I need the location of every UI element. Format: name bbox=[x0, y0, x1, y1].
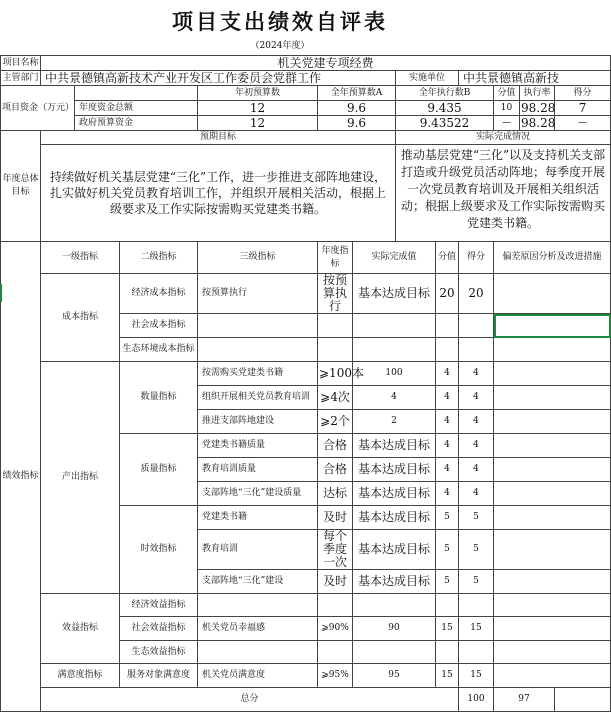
total-points[interactable]: 7 bbox=[555, 101, 611, 116]
qty-points[interactable]: 4 bbox=[459, 362, 494, 386]
time-actual[interactable]: 基本达成目标 bbox=[353, 506, 436, 530]
total-label: 总分 bbox=[41, 688, 459, 712]
dept-value[interactable]: 中共景德镇高新技术产业开发区工作委员会党群工作 bbox=[41, 71, 396, 86]
perf-h6: 分值 bbox=[436, 242, 459, 274]
qual-score[interactable]: 4 bbox=[436, 458, 459, 482]
qty-score[interactable]: 4 bbox=[436, 386, 459, 410]
time-item[interactable]: 党建类书籍 bbox=[198, 506, 318, 530]
qual-item[interactable]: 支部阵地“三化”建设质量 bbox=[198, 482, 318, 506]
unit-value[interactable]: 中共景德镇高新技 bbox=[459, 71, 611, 86]
benefit-social-points[interactable]: 15 bbox=[459, 617, 494, 641]
qty-actual[interactable]: 2 bbox=[353, 410, 436, 434]
time-points[interactable]: 5 bbox=[459, 570, 494, 594]
qual-target[interactable]: 合格 bbox=[318, 434, 353, 458]
benefit-indicator: 效益指标 bbox=[41, 594, 120, 664]
perf-label: 绩效指标 bbox=[1, 242, 41, 712]
cost-social: 社会成本指标 bbox=[120, 314, 198, 338]
total-score[interactable]: 10 bbox=[494, 101, 520, 116]
time-points[interactable]: 5 bbox=[459, 506, 494, 530]
benefit-social-item[interactable]: 机关党员幸福感 bbox=[198, 617, 318, 641]
cost-eco: 生态环境成本指标 bbox=[120, 338, 198, 362]
time-target[interactable]: 及时 bbox=[318, 570, 353, 594]
perf-h3: 三级指标 bbox=[198, 242, 318, 274]
col-full-exec: 全年执行数B bbox=[396, 86, 494, 101]
cost-econ-points[interactable]: 20 bbox=[459, 274, 494, 314]
satisfaction-item[interactable]: 机关党员满意度 bbox=[198, 664, 318, 688]
total-rate[interactable]: 98.28 bbox=[521, 100, 556, 115]
satisfaction-score[interactable]: 15 bbox=[436, 664, 459, 688]
time-indicator: 时效指标 bbox=[120, 506, 198, 594]
perf-h7: 得分 bbox=[459, 242, 494, 274]
benefit-econ: 经济效益指标 bbox=[120, 594, 198, 617]
qual-points[interactable]: 4 bbox=[459, 482, 494, 506]
dept-label: 主管部门 bbox=[1, 71, 41, 86]
year-subtitle: （2024年度） bbox=[250, 41, 310, 51]
cost-indicator: 成本指标 bbox=[41, 274, 120, 362]
qual-target[interactable]: 达标 bbox=[318, 482, 353, 506]
qual-points[interactable]: 4 bbox=[459, 458, 494, 482]
gov-points[interactable]: — bbox=[555, 116, 611, 131]
col-full-budget: 全年预算数A bbox=[318, 86, 396, 101]
total-score-sum[interactable]: 100 bbox=[459, 688, 494, 712]
cost-econ: 经济成本指标 bbox=[120, 274, 198, 314]
gov-full[interactable]: 9.6 bbox=[318, 116, 396, 131]
qty-target[interactable]: ⩾100本 bbox=[318, 362, 353, 386]
time-points[interactable]: 5 bbox=[459, 530, 494, 570]
time-score[interactable]: 5 bbox=[436, 530, 459, 570]
satisfaction-actual[interactable]: 95 bbox=[353, 664, 436, 688]
qty-item[interactable]: 按需购买党建类书籍 bbox=[198, 362, 318, 386]
gov-fund-label: 政府预算资金 bbox=[75, 116, 198, 131]
time-target[interactable]: 每个季度一次 bbox=[318, 530, 353, 570]
cost-econ-item[interactable]: 按预算执行 bbox=[198, 274, 318, 314]
actual-goal-text[interactable]: 推动基层党建“三化”以及支持机关支部打造或升级党员活动阵地；每季度开展一次党员教育培训及开展相关组织活动；根据上级要求及工作实际按需购买党建类书籍。 bbox=[396, 145, 611, 242]
col-rate: 执行率 bbox=[520, 86, 555, 101]
benefit-social-score[interactable]: 15 bbox=[436, 617, 459, 641]
satisfaction-target[interactable]: ⩾95% bbox=[318, 664, 353, 688]
qty-points[interactable]: 4 bbox=[459, 386, 494, 410]
benefit-eco: 生态效益指标 bbox=[120, 641, 198, 664]
self-evaluation-table bbox=[0, 55, 611, 712]
benefit-social: 社会效益指标 bbox=[120, 617, 198, 641]
col-annual-budget: 年初预算数 bbox=[198, 86, 318, 101]
qual-score[interactable]: 4 bbox=[436, 434, 459, 458]
time-score[interactable]: 5 bbox=[436, 570, 459, 594]
benefit-social-actual[interactable]: 90 bbox=[353, 617, 436, 641]
satisfaction-sub: 服务对象满意度 bbox=[120, 664, 198, 688]
perf-h1: 一级指标 bbox=[41, 242, 120, 274]
time-item[interactable]: 教育培训 bbox=[198, 530, 318, 570]
cost-econ-target[interactable]: 按预算执行 bbox=[318, 274, 353, 314]
time-target[interactable]: 及时 bbox=[318, 506, 353, 530]
page-title: 项目支出绩效自评表 bbox=[172, 9, 388, 34]
qty-target[interactable]: ⩾4次 bbox=[318, 386, 353, 410]
qty-actual[interactable]: 4 bbox=[353, 386, 436, 410]
qty-actual[interactable]: 100 bbox=[353, 362, 436, 386]
cost-econ-actual[interactable]: 基本达成目标 bbox=[353, 274, 436, 314]
time-item[interactable]: 支部阵地“三化”建设 bbox=[198, 570, 318, 594]
output-indicator: 产出指标 bbox=[41, 362, 120, 594]
total-fund-label: 年度资金总额 bbox=[75, 101, 198, 116]
col-score: 分值 bbox=[494, 86, 520, 101]
qual-indicator: 质量指标 bbox=[120, 434, 198, 506]
qty-item[interactable]: 推进支部阵地建设 bbox=[198, 410, 318, 434]
qty-points[interactable]: 4 bbox=[459, 410, 494, 434]
time-actual[interactable]: 基本达成目标 bbox=[353, 530, 436, 570]
time-actual[interactable]: 基本达成目标 bbox=[353, 570, 436, 594]
goals-label: 年度总体目标 bbox=[1, 131, 41, 242]
qual-actual[interactable]: 基本达成目标 bbox=[353, 482, 436, 506]
unit-label: 实施单位 bbox=[396, 71, 459, 86]
qual-item[interactable]: 党建类书籍质量 bbox=[198, 434, 318, 458]
qual-target[interactable]: 合格 bbox=[318, 458, 353, 482]
total-full[interactable]: 9.6 bbox=[318, 101, 396, 116]
fund-label: 项目资金（万元） bbox=[1, 86, 75, 131]
total-exec[interactable]: 9.435 bbox=[396, 101, 494, 116]
project-name-value[interactable]: 机关党建专项经费 bbox=[41, 56, 611, 71]
cost-econ-score[interactable]: 20 bbox=[436, 274, 459, 314]
satisfaction-points[interactable]: 15 bbox=[459, 664, 494, 688]
gov-rate[interactable]: 98.28 bbox=[521, 115, 556, 130]
perf-h8: 偏差原因分析及改进措施 bbox=[494, 242, 611, 274]
actual-goal-header: 实际完成情况 bbox=[396, 131, 611, 145]
total-points-sum[interactable]: 97 bbox=[494, 688, 555, 712]
gov-score[interactable]: — bbox=[494, 116, 520, 131]
project-name-label: 项目名称 bbox=[1, 56, 41, 71]
qty-target[interactable]: ⩾2个 bbox=[318, 410, 353, 434]
qty-item[interactable]: 组织开展相关党员教育培训 bbox=[198, 386, 318, 410]
qual-actual[interactable]: 基本达成目标 bbox=[353, 458, 436, 482]
perf-h4: 年度指标 bbox=[318, 242, 353, 274]
qual-points[interactable]: 4 bbox=[459, 434, 494, 458]
qty-indicator: 数量指标 bbox=[120, 362, 198, 434]
qual-score[interactable]: 4 bbox=[436, 482, 459, 506]
qual-actual[interactable]: 基本达成目标 bbox=[353, 434, 436, 458]
satisfaction-indicator: 满意度指标 bbox=[41, 664, 120, 688]
gov-exec[interactable]: 9.43522 bbox=[396, 116, 494, 131]
perf-h5: 实际完成值 bbox=[353, 242, 436, 274]
row-selection-marker bbox=[0, 284, 2, 302]
qty-score[interactable]: 4 bbox=[436, 362, 459, 386]
perf-h2: 二级指标 bbox=[120, 242, 198, 274]
benefit-social-target[interactable]: ⩾90% bbox=[318, 617, 353, 641]
qual-item[interactable]: 教育培训质量 bbox=[198, 458, 318, 482]
qty-score[interactable]: 4 bbox=[436, 410, 459, 434]
cost-econ-reason[interactable] bbox=[494, 274, 611, 314]
time-score[interactable]: 5 bbox=[436, 506, 459, 530]
total-budget[interactable]: 12 bbox=[198, 101, 318, 116]
expected-goal-header: 预期目标 bbox=[41, 131, 396, 145]
col-points: 得分 bbox=[555, 86, 611, 101]
selected-cell[interactable] bbox=[494, 314, 611, 338]
gov-budget[interactable]: 12 bbox=[198, 116, 318, 131]
expected-goal-text[interactable]: 持续做好机关基层党建“三化”工作，进一步推进支部阵地建设，扎实做好机关党员教育培训工作，并组织开展相关活动，根据上级要求及工作实际按需购买党建类书籍。 bbox=[41, 145, 396, 242]
